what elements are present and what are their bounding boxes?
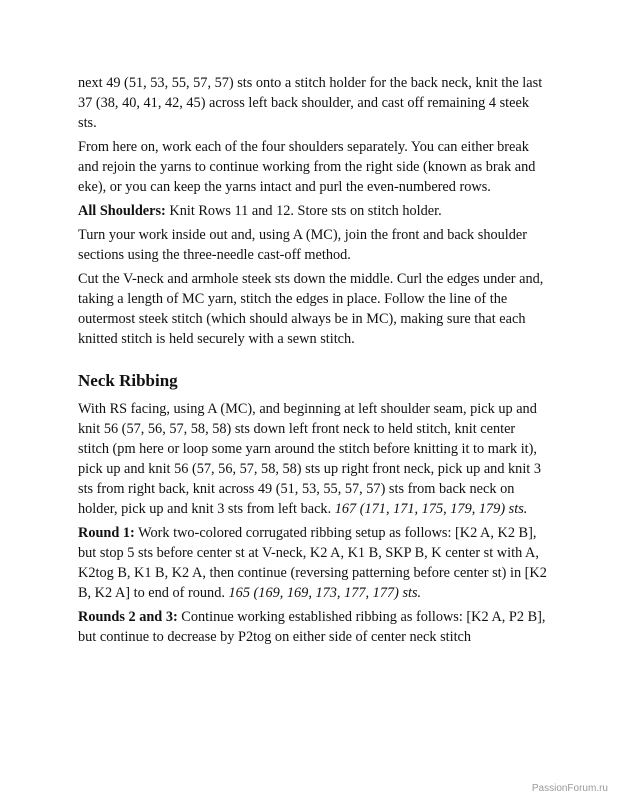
paragraph-round-1 <box>78 523 548 603</box>
paragraph-all-shoulders <box>78 201 548 221</box>
round-1-count: 165 (169, 169, 173, 177, 177) sts. <box>228 585 422 601</box>
watermark: PassionForum.ru <box>531 783 608 794</box>
round-1-label: Round 1: <box>78 525 135 541</box>
paragraph-back-neck: next 49 (51, 53, 55, 57, 57) sts onto a stitch holder for the back neck, knit the last 37 (38, 40, 41, 42, 45) across left back shoulder, and cast off remaining 4 steek sts. <box>78 75 543 131</box>
neck-ribbing-text: With RS facing, using A (MC), and beginning at left shoulder seam, pick up and knit 56 (57, 56, 57, 58, 58) sts down left front neck to held stitch, knit center stitch (pm here or loop some yarn around the stitch before knitting it to mark it), pick up and knit 56 (57, 56, 57, 58, 58) sts up right front neck, pick up and knit 3 sts from right back, knit across 49 (51, 53, 55, 57, 57) sts from back neck on holder, pick up and knit 3 sts from left back. <box>78 401 542 517</box>
rounds-2-3-label: Rounds 2 and 3: <box>78 609 178 625</box>
paragraph-rounds-2-3 <box>78 607 548 647</box>
rounds-2-3-text: Continue working established ribbing as follows: [K2 A, P2 B], but continue to decrease by P2tog on either side of center neck stitch <box>78 609 546 645</box>
round-1-text: Work two-colored corrugated ribbing setup as follows: [K2 A, K2 B], but stop 5 sts before center st at V-neck, K2 A, K1 B, SKP B, K center st with A, K2tog B, K1 B, K2 A, then continue (reversing patterning before center st) in [K2 B, K2 A] to end of round. <box>78 525 547 601</box>
document-page <box>78 73 548 651</box>
section-heading-neck-ribbing: Neck Ribbing <box>78 371 178 390</box>
paragraph-steek: Cut the V-neck and armhole steek sts down the middle. Curl the edges under and, taking a length of MC yarn, stitch the edges in place. Follow the line of the outermost steek stitch (which should always be in MC), making sure that each knitted stitch is held securely with a sewn stitch. <box>78 271 544 347</box>
neck-ribbing-count: 167 (171, 171, 175, 179, 179) sts. <box>334 501 528 517</box>
paragraph-three-needle: Turn your work inside out and, using A (MC), join the front and back shoulder sections using the three-needle cast-off method. <box>78 227 527 263</box>
paragraph-neck-ribbing <box>78 399 548 519</box>
paragraph-shoulders-separately: From here on, work each of the four shoulders separately. You can either break and rejoin the yarns to continue working from the right side (known as brak and eke), or you can keep the yarns intact and purl the even-numbered rows. <box>78 139 536 195</box>
all-shoulders-label: All Shoulders: <box>78 203 166 219</box>
all-shoulders-text: Knit Rows 11 and 12. Store sts on stitch holder. <box>165 203 442 219</box>
